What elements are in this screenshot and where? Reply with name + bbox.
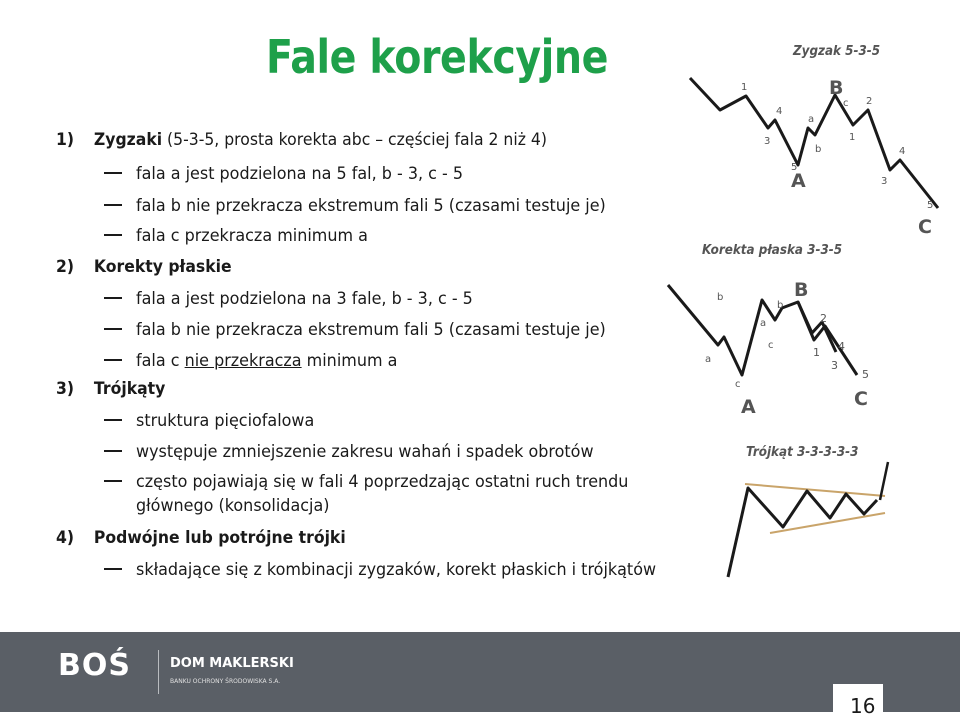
section-heading-bold: Zygzaki: [93, 130, 163, 150]
wave-label: 3: [764, 136, 771, 147]
section-heading-rest: (5-3-5, prosta korekta abc – częściej fala 2 niż 4): [162, 130, 547, 150]
zigzag-label: Zygzak 5-3-5: [793, 44, 881, 59]
zigzag-wave-line: [690, 78, 938, 208]
wave-label: 2: [820, 312, 827, 325]
list-item: fala b nie przekracza ekstremum fali 5 (czasami testuje je): [104, 320, 636, 340]
wave-label: 3: [881, 176, 888, 187]
logo-divider: [158, 650, 159, 694]
zigzag-diagram: [690, 77, 938, 238]
logo-company-subtitle: BANKU OCHRONY ŚRODOWISKA S.A.: [170, 678, 281, 685]
wave-label-major: B: [794, 279, 809, 301]
wave-label: 1: [813, 346, 820, 359]
list-item: występuje zmniejszenie zakresu wahań i spadek obrotów: [104, 442, 623, 462]
company-logo: [58, 646, 294, 698]
flat-correction-diagram: [668, 279, 869, 418]
list-item: fala c przekracza minimum a: [104, 226, 383, 246]
triangle-breakout-line: [880, 462, 888, 500]
wave-label-major: A: [791, 170, 806, 192]
wave-label: b: [815, 144, 822, 155]
underlined-text: nie przekracza: [184, 351, 302, 371]
wave-label: 5: [862, 368, 869, 381]
triangle-diagram: [728, 462, 888, 577]
triangle-upper-boundary: [745, 484, 885, 496]
wave-label: a: [808, 114, 815, 125]
list-item: fala a jest podzielona na 5 fal, b - 3, c - 5: [104, 164, 484, 184]
section-heading-bold: Podwójne lub potrójne trójki: [93, 528, 346, 548]
wave-label: 1: [741, 82, 748, 93]
wave-label: b: [777, 300, 784, 311]
section-heading-bold: Korekty płaskie: [93, 257, 232, 277]
list-item: fala c nie przekracza minimum a: [104, 351, 414, 371]
wave-label: 4: [776, 106, 783, 117]
list-item-continuation: głównego (konsolidacja): [136, 496, 330, 516]
wave-label: a: [705, 354, 712, 365]
wave-label: 1: [849, 132, 856, 143]
page-number: 16: [850, 694, 876, 718]
logo-company-name: DOM MAKLERSKI: [170, 656, 294, 671]
list-item: fala a jest podzielona na 3 fale, b - 3, c - 5: [104, 289, 494, 309]
logo-bos-text: BOŚ: [58, 648, 131, 683]
wave-label-major: C: [854, 388, 868, 410]
flat-wave-line: [668, 285, 857, 375]
list-item: często pojawiają się w fali 4 poprzedzając ostatni ruch trendu: [104, 472, 660, 492]
wave-label-major: C: [918, 216, 932, 238]
section-number: 3): [56, 379, 75, 399]
flat-correction-label: Korekta płaska 3-3-5: [702, 243, 843, 258]
wave-label-major: B: [829, 77, 844, 99]
wave-label: 5: [927, 200, 934, 211]
wave-label: 4: [899, 146, 906, 157]
section-number: 4): [56, 528, 75, 548]
wave-label: b: [717, 292, 724, 303]
list-item: składające się z kombinacji zygzaków, korekt płaskich i trójkątów: [104, 560, 689, 580]
slide-title: Fale korekcyjne: [266, 30, 608, 84]
triangle-label: Trójkąt 3-3-3-3-3: [746, 445, 859, 460]
list-item: struktura pięciofalowa: [104, 411, 326, 431]
wave-label: c: [843, 98, 849, 109]
wave-label: c: [735, 379, 741, 390]
section-number: 2): [56, 257, 75, 277]
wave-label: a: [760, 318, 767, 329]
wave-label: 2: [866, 96, 873, 107]
section-heading-bold: Trójkąty: [93, 379, 166, 399]
triangle-wave-line: [728, 488, 877, 577]
wave-label: 3: [831, 359, 838, 372]
flat-wave-line-detail: [798, 302, 836, 352]
wave-label: 4: [838, 340, 845, 353]
section-number: 1): [56, 130, 75, 150]
wave-label: c: [768, 340, 774, 351]
list-item: fala b nie przekracza ekstremum fali 5 (czasami testuje je): [104, 196, 636, 216]
wave-label-major: A: [741, 396, 756, 418]
wave-label: 5: [791, 162, 798, 173]
